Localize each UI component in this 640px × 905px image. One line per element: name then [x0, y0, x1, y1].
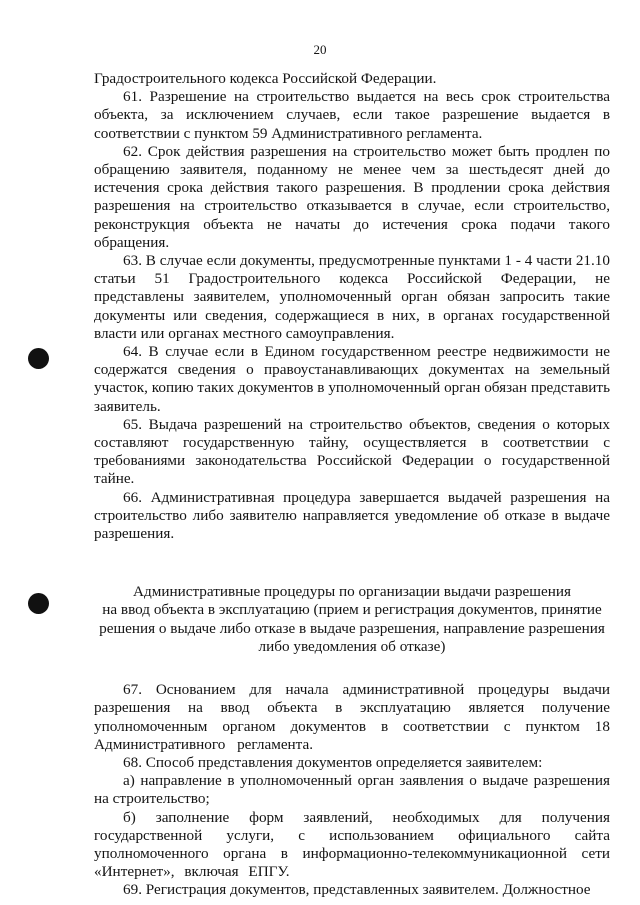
punch-hole-mark	[28, 348, 49, 369]
paragraph-64: 64. В случае если в Едином государственном реестре недвижимости не содержатся сведения о правоустанавливающих документах на земельный участок, копию таких документов в уполномоченный орган обязан представить заявитель.	[94, 343, 610, 415]
paragraph-62: 62. Срок действия разрешения на строительство может быть продлен по обращению заявителя, поданному не менее чем за шестьдесят дней до истечения срока действия такого разрешения. В продлении срока действия разрешения на строительство отказывается в случае, если строительство, реконструкция объекта не начаты до истечения срока подачи такого обращения.	[94, 142, 610, 251]
page-number: 20	[313, 42, 327, 57]
section-heading-line: либо уведомления об отказе)	[258, 637, 446, 655]
section-heading-line: на ввод объекта в эксплуатацию (прием и регистрация документов, принятие	[102, 601, 602, 619]
section-heading	[94, 583, 610, 656]
paragraph-68: 68. Способ представления документов определяется заявителем:	[123, 753, 543, 771]
paragraph-69: 69. Регистрация документов, представленных заявителем. Должностное	[123, 881, 591, 899]
paragraph-continuation: Градостроительного кодекса Российской Федерации.	[94, 70, 437, 87]
document-body	[94, 70, 610, 900]
section-heading-line: решения о выдаче либо отказе в выдаче разрешения, направление разрешения	[99, 619, 605, 637]
paragraph-66: 66. Административная процедура завершается выдачей разрешения на строительство либо заявителю направляется уведомление об отказе в выдаче разрешения.	[94, 488, 610, 543]
paragraph-67: 67. Основанием для начала административной процедуры выдачи разрешения на ввод объекта в эксплуатацию является получение уполномоченным органом документов в соответствии с пунктом 18 Административного регламента.	[94, 681, 610, 753]
section-heading-line: Административные процедуры по организации выдачи разрешения	[133, 583, 571, 601]
paragraph-61: 61. Разрешение на строительство выдается на весь срок строительства объекта, за исключением случаев, если такое разрешение выдается в соответствии с пунктом 59 Административного регламента.	[94, 88, 610, 142]
paragraph-63: 63. В случае если документы, предусмотренные пунктами 1 - 4 части 21.10 статьи 51 Градостроительного кодекса Российской Федерации, не представлены заявителем, уполномоченный орган обязан запросить такие документы или сведения, содержащиеся в них, в органах государственной власти или органах местного самоуправления.	[94, 252, 610, 342]
paragraph-68-b: б) заполнение форм заявлений, необходимых для получения государственной услуги, с использованием официального сайта уполномоченного органа в информационно-телекоммуникационной сети «Интернет», включая ЕПГУ.	[94, 808, 610, 881]
paragraph-68-a: а) направление в уполномоченный орган заявления о выдаче разрешения на строительство;	[94, 772, 610, 808]
punch-hole-mark	[28, 593, 49, 614]
paragraph-65: 65. Выдача разрешений на строительство объектов, сведения о которых составляют государственную тайну, осуществляется в соответствии с требованиями законодательства Российской Федерации о государственной тайне.	[94, 415, 610, 488]
